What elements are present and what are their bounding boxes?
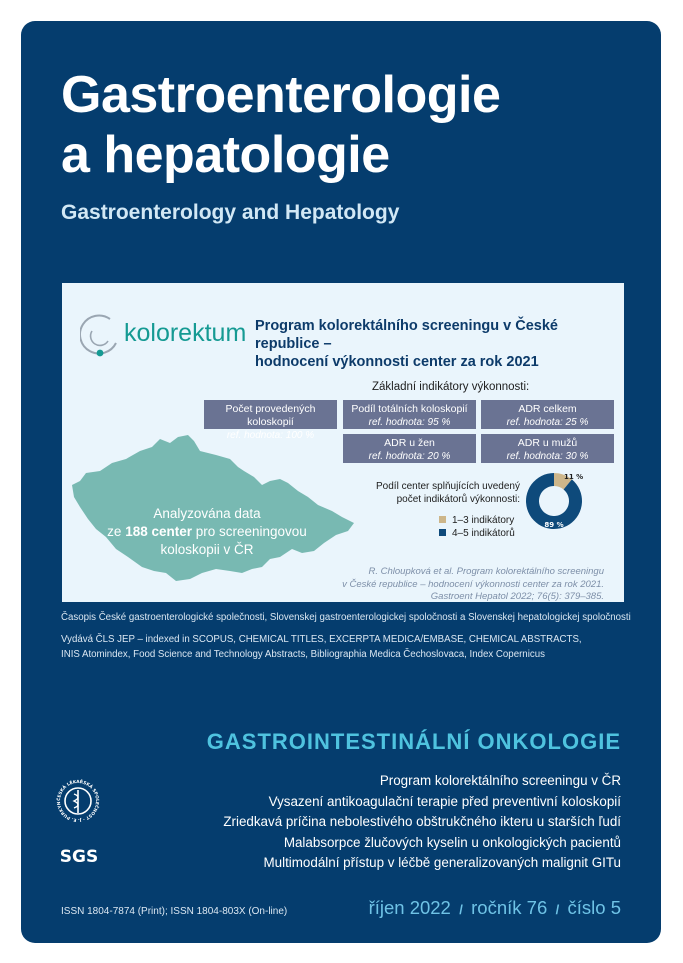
map-caption-pre: ze (107, 524, 126, 539)
journal-title-line1: Gastroenterologie (61, 66, 501, 124)
legend-swatch (439, 529, 446, 536)
issn-text: ISSN 1804-7874 (Print); ISSN 1804-803X (On-line) (61, 906, 288, 917)
legend-label: 1–3 indikátory (452, 515, 515, 526)
donut-label: 11 % (564, 473, 584, 481)
citation-line1: R. Chloupková et al. Program kolorektálního screeningu (368, 566, 604, 577)
legend-label: 4–5 indikátorů (452, 528, 515, 539)
donut-label: 89 % (544, 521, 564, 529)
indicator-ref: ref. hodnota: 100 % (226, 430, 315, 441)
section-title: GASTROINTESTINÁLNÍ ONKOLOGIE (206, 729, 621, 754)
citation (274, 566, 604, 604)
journal-title (61, 65, 500, 185)
citation-line3: Gastroent Hepatol 2022; 76(5): 379–385. (430, 591, 604, 602)
separator-icon: / (459, 902, 463, 917)
indicator-box (481, 400, 614, 429)
journal-title-line2: a hepatologie (61, 126, 390, 184)
article-item[interactable]: Malabsorpce žlučových kyselin u onkologických pacientů (283, 834, 621, 850)
infographic-title (255, 317, 615, 371)
publisher-text (61, 632, 582, 662)
issue-info (369, 897, 621, 919)
journal-subtitle: Gastroenterology and Hepatology (61, 201, 400, 224)
indicator-box (343, 400, 476, 429)
kolorektum-logo-icon (80, 313, 124, 361)
infographic-title-line1: Program kolorektálního screeningu v České republice – (255, 318, 558, 352)
issue-volume: ročník 76 (471, 897, 548, 918)
legend-item (439, 527, 515, 540)
article-list (223, 771, 621, 874)
article-item[interactable]: Multimodální přístup v léčbě generalizovaných malignit GITu (263, 855, 621, 870)
kolorektum-logo (80, 313, 250, 361)
article-item[interactable]: Zriedkavá príčina nebolestivého obštrukčného ikteru u starších ľudí (223, 814, 621, 829)
publisher-line2: INIS Atomindex, Food Science and Technology Abstracts, Bibliographia Medica Čechoslovaca, Index Copernicus (61, 649, 545, 660)
pie-legend (439, 514, 515, 540)
indicator-label: Počet provedených koloskopií (225, 403, 316, 428)
donut-chart (524, 471, 584, 531)
citation-line2: v České republice – hodnocení výkonnosti center za rok 2021. (342, 578, 604, 590)
kolorektum-logo-text: kolorektum (124, 319, 247, 347)
publisher-line1: Vydává ČLS JEP – indexed in SCOPUS, CHEMICAL TITLES, EXCERPTA MEDICA/EMBASE, CHEMICAL ABSTRACTS, (61, 634, 582, 645)
indicator-ref: ref. hodnota: 20 % (368, 451, 451, 462)
article-item[interactable]: Vysazení antikoagulační terapie před preventivní koloskopií (268, 793, 621, 809)
separator-icon: / (555, 902, 560, 917)
indicators-heading: Základní indikátory výkonnosti: (372, 381, 530, 393)
indicator-label: ADR celkem (518, 403, 577, 415)
map-caption-line1: Analyzována data (153, 506, 261, 521)
indicator-ref: ref. hodnota: 95 % (368, 417, 451, 428)
indicator-box (204, 400, 337, 441)
map-caption-bold: 188 center (125, 524, 192, 539)
legend-swatch (439, 516, 446, 523)
indicator-label: ADR u žen (384, 437, 435, 449)
cls-logo-text: ČESKÁ LÉKAŘSKÁ SPOLEČNOST · J. E. PURKYN (56, 779, 100, 823)
indicator-box (343, 434, 476, 463)
journal-cover (21, 21, 661, 943)
sgs-logo-icon (54, 843, 104, 867)
pie-caption (352, 480, 520, 506)
map-caption-post: pro screeningovou (191, 524, 307, 539)
map-caption-line3: koloskopii v ČR (160, 542, 254, 557)
map-caption-line2 (82, 523, 332, 541)
issue-month: říjen 2022 (368, 897, 451, 918)
indicator-ref: ref. hodnota: 25 % (506, 417, 589, 428)
legend-item (439, 514, 515, 527)
infographic-title-line2: hodnocení výkonnosti center za rok 2021 (255, 354, 539, 370)
issue-number: číslo 5 (567, 897, 621, 918)
indicator-ref: ref. hodnota: 30 % (506, 451, 589, 462)
pie-caption-line2: počet indikátorů výkonnosti: (396, 494, 520, 505)
society-text: Časopis České gastroenterologické společnosti, Slovenskej gastroenterologickej spoločnosti a Slovenskej hepatologickej spoločnosti (61, 612, 631, 623)
cls-jep-logo-icon (54, 777, 102, 825)
indicator-box (481, 434, 614, 463)
pie-caption-line1: Podíl center splňujících uvedený (376, 481, 520, 492)
article-item[interactable]: Program kolorektálního screeningu v ČR (379, 773, 621, 788)
indicator-label: Podíl totálních koloskopií (351, 403, 468, 415)
infographic-panel (62, 283, 624, 602)
sgs-logo-text: SGS (59, 847, 99, 867)
indicator-label: ADR u mužů (517, 437, 578, 449)
map-caption (82, 505, 332, 559)
